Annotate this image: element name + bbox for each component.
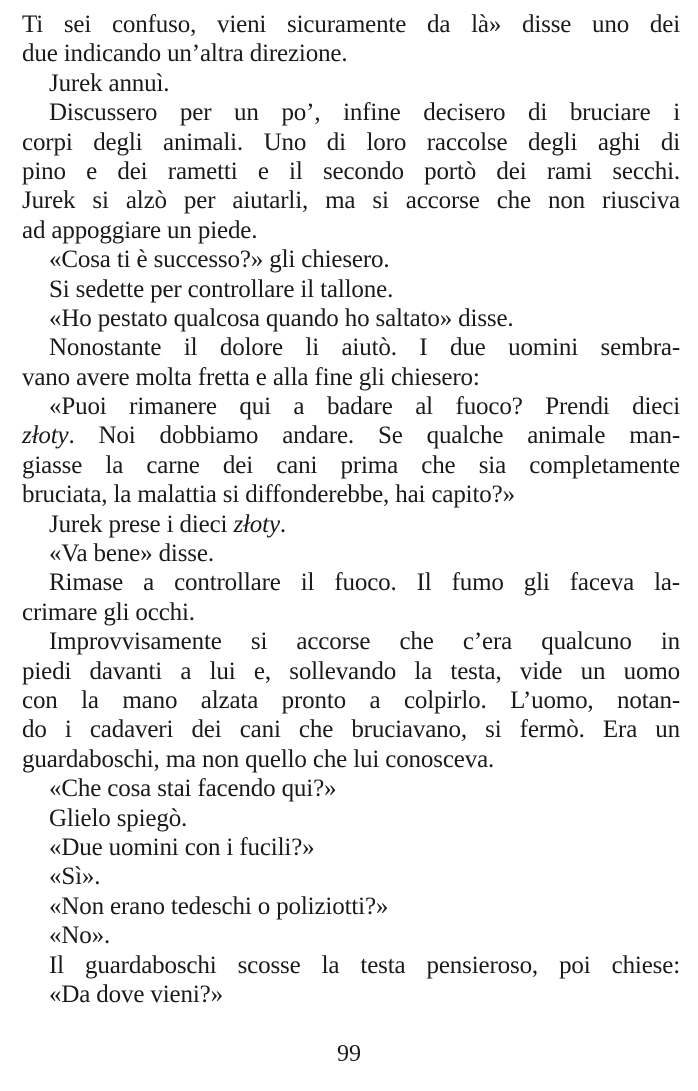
text-line: «Che cosa stai facendo qui?» [49,775,337,803]
text-line: «Va bene» disse. [49,540,214,568]
text-line: giasse la carne dei cani prima che sia completamente [22,451,680,479]
text-line: Glielo spiegò. [49,804,188,832]
text-line: con la mano alzata pronto a colpirlo. L’uomo, notan- [22,686,680,714]
text-line: «Non erano tedeschi o poliziotti?» [49,892,389,920]
text-line: ad appoggiare un piede. [22,216,258,244]
text-line: piedi davanti a lui e, sollevando la testa, vide un uomo [22,657,680,685]
text-line [22,510,680,539]
text-line: Ti sei confuso, vieni sicuramente da là» disse uno dei [22,11,680,38]
italic-word: złoty [22,422,69,450]
text-line: Rimase a controllare il fuoco. Il fumo gli faceva la- [49,569,680,597]
text-line: Il guardaboschi scosse la testa pensieroso, poi chiese: [49,951,680,979]
text-line: «Puoi rimanere qui a badare al fuoco? Prendi dieci [49,393,680,421]
text-line: Si sedette per controllare il tallone. [49,275,394,303]
text-line: corpi degli animali. Uno di loro raccolse degli aghi di [22,128,680,156]
italic-word: złoty [233,510,280,538]
text-line: guardaboschi, ma non quello che lui conosceva. [22,745,495,773]
text-line: do i cadaveri dei cani che bruciavano, si fermò. Era un [22,716,680,744]
text-line: Improvvisamente si accorse che c’era qualcuno in [49,628,680,656]
text-line: «Due uomini con i fucili?» [49,833,315,861]
text-line: bruciata, la malattia si diffonderebbe, hai capito?» [22,481,515,509]
text-line: «Cosa ti è successo?» gli chiesero. [49,246,390,274]
text-line: Jurek annuì. [49,69,170,97]
text-line: Discussero per un po’, infine decisero di bruciare i [49,99,680,127]
text-line: due indicando un’altra direzione. [22,40,348,68]
body-text [22,10,680,1009]
text-line [22,421,680,450]
text-line: vano avere molta fretta e alla fine gli chiesero: [22,363,480,391]
page-number: 99 [337,1041,361,1067]
text-line: Nonostante il dolore li aiutò. I due uomini sembra- [49,334,680,362]
text-run: . Noi dobbiamo andare. Se qualche animale man- [68,422,680,450]
text-line: «Ho pestato qualcosa quando ho saltato» disse. [49,304,514,332]
text-line: crimare gli occhi. [22,598,195,626]
text-line: «Sì». [49,863,101,891]
text-line: pino e dei rametti e il secondo portò dei rami secchi. [22,157,680,185]
text-line: Jurek si alzò per aiutarli, ma si accorse che non riusciva [22,187,680,215]
text-run: . [279,510,287,538]
text-line: «Da dove vieni?» [49,980,223,1008]
text-line: «No». [49,922,111,950]
text-run: Jurek prese i dieci [49,510,234,538]
